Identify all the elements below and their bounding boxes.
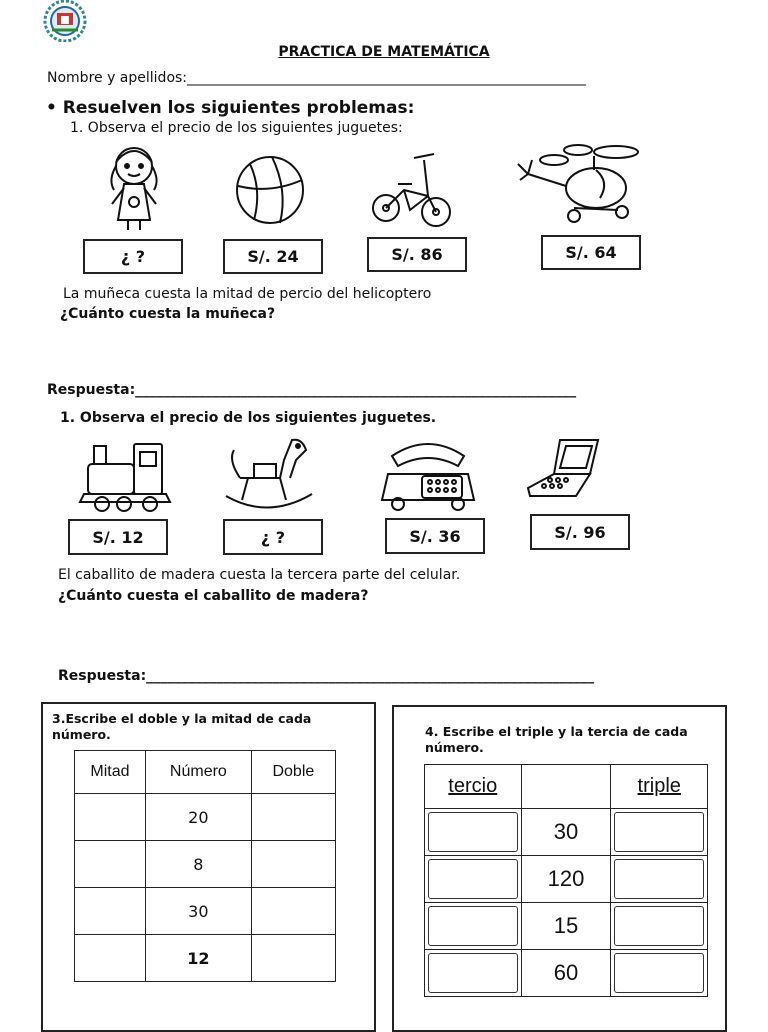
bicycle-icon: [368, 148, 454, 238]
problem2-statement: El caballito de madera cuesta la tercera parte del celular.: [58, 567, 461, 583]
problem1-statement: La muñeca cuesta la mitad de percio del helicoptero: [63, 286, 432, 302]
exercise4-title: 4. Escribe el triple y la tercia de cada número.: [425, 724, 688, 755]
answer-cell: [251, 841, 335, 888]
answer-cell: [611, 903, 708, 950]
number-cell: 120: [521, 856, 611, 903]
answer-cell: [75, 841, 146, 888]
header-numero: Número: [145, 751, 251, 794]
problem2-instruction: 1. Observa el precio de los siguientes juguetes.: [60, 410, 437, 426]
answer-cell: [251, 794, 335, 841]
helicopter-icon: [514, 140, 640, 230]
answer-cell: [425, 950, 522, 997]
price-box-bicycle: S/. 86: [367, 237, 467, 272]
exercise3-title: 3.Escribe el doble y la mitad de cada número.: [52, 711, 312, 742]
header-tercio: tercio: [425, 765, 522, 809]
answer-cell: [611, 809, 708, 856]
answer-cell: [425, 809, 522, 856]
problem2-answer: Respuesta:________________________________________________________________: [58, 668, 595, 684]
header-number: [521, 765, 611, 809]
answer-cell: [251, 888, 335, 935]
section-heading: • Resuelven los siguientes problemas:: [46, 98, 415, 118]
problem2-question: ¿Cuánto cuesta el caballito de madera?: [58, 588, 369, 604]
problem1-question: ¿Cuánto cuesta la muñeca?: [60, 306, 276, 322]
number-cell: 12: [145, 935, 251, 982]
answer-cell: [425, 856, 522, 903]
problem1-answer: Respuesta:_______________________________________________________________: [47, 382, 577, 398]
header-mitad: Mitad: [75, 751, 146, 794]
answer-cell: [611, 950, 708, 997]
problem1-instruction: 1. Observa el precio de los siguientes juguetes:: [70, 120, 403, 136]
train-icon: [74, 434, 174, 522]
number-cell: 20: [145, 794, 251, 841]
answer-cell: [611, 856, 708, 903]
number-cell: 15: [521, 903, 611, 950]
doll-icon: [100, 140, 168, 236]
school-logo: [38, 0, 92, 42]
name-field: Nombre y apellidos:_________________________________________________________: [47, 70, 587, 86]
header-doble: Doble: [251, 751, 335, 794]
price-box-rocking-horse: ¿ ?: [223, 519, 323, 555]
answer-cell: [425, 903, 522, 950]
price-box-telephone: S/. 36: [385, 518, 485, 554]
number-cell: 60: [521, 950, 611, 997]
price-box-cellphone: S/. 96: [530, 514, 630, 550]
exercise3-table: [74, 750, 336, 982]
ball-icon: [232, 150, 308, 234]
page-title: PRACTICA DE MATEMÁTICA: [278, 44, 490, 60]
answer-cell: [75, 935, 146, 982]
price-box-ball: S/. 24: [223, 239, 323, 274]
number-cell: 30: [145, 888, 251, 935]
rocking-horse-icon: [220, 430, 316, 518]
price-box-train: S/. 12: [68, 519, 168, 555]
answer-cell: [75, 888, 146, 935]
cellphone-icon: [524, 434, 606, 510]
telephone-icon: [378, 436, 478, 520]
answer-cell: [75, 794, 146, 841]
number-cell: 30: [521, 809, 611, 856]
answer-cell: [251, 935, 335, 982]
price-box-helicopter: S/. 64: [541, 235, 641, 270]
exercise4-table: [424, 764, 708, 997]
header-triple: triple: [611, 765, 708, 809]
price-box-doll: ¿ ?: [83, 239, 183, 274]
number-cell: 8: [145, 841, 251, 888]
